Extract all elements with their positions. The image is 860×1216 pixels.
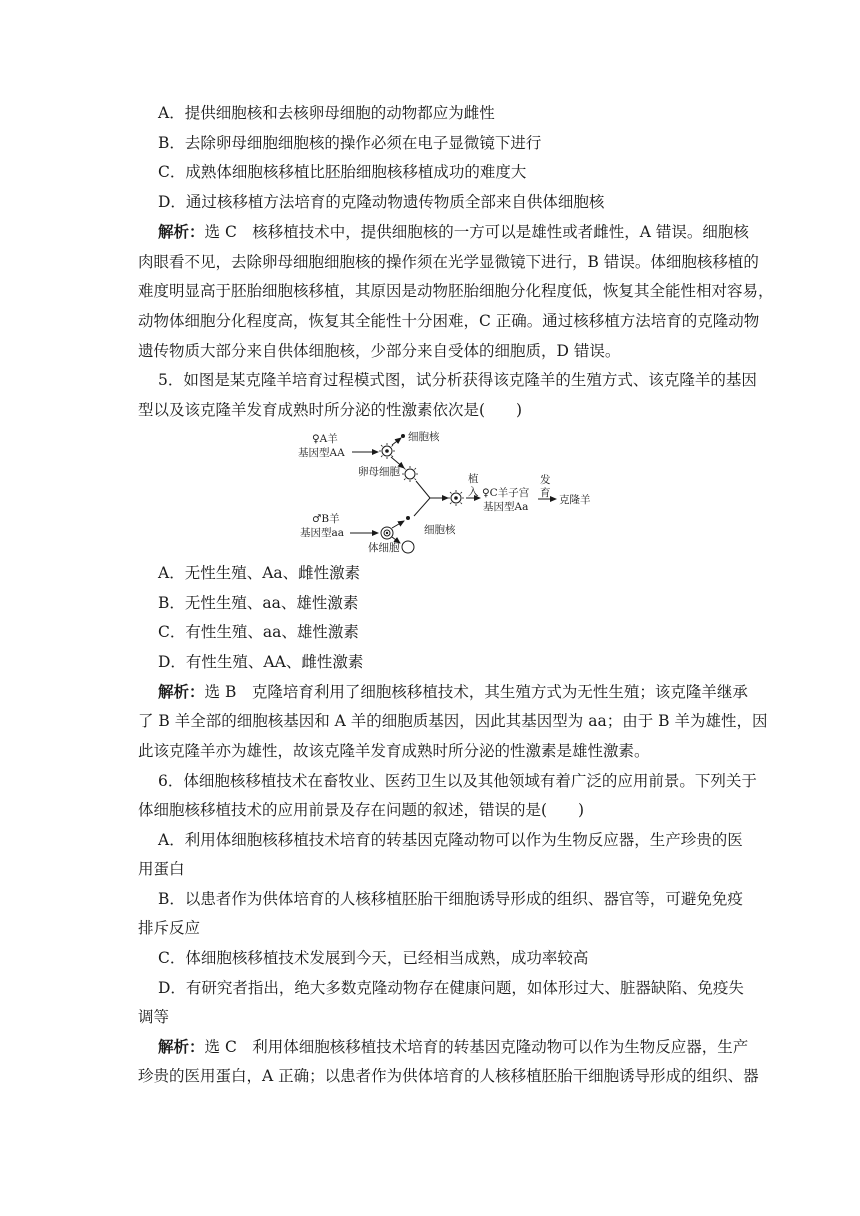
q6-option-d-cont: 调等 (138, 1008, 170, 1026)
enucleated-oocyte-icon (402, 466, 418, 482)
female-a-label: ♀A羊 (312, 433, 338, 445)
q5-analysis-line-1: 解析：选 B 克隆培育利用了细胞核移植技术，其生殖方式为无性生殖；该克隆羊继承 (158, 682, 748, 701)
analysis-label: 解析： (158, 1037, 205, 1056)
nucleus-bottom-label: 细胞核 (424, 524, 456, 536)
implant-char-1: 植 (468, 473, 479, 485)
q4-option-d: D．通过核移植方法培育的克隆动物遗传物质全部来自供体细胞核 (158, 193, 605, 211)
merge-line-lower (414, 498, 430, 516)
q6-option-b: B．以患者作为供体培育的人核移植胚胎干细胞诱导形成的组织、器官等，可避免免疫 (158, 890, 743, 908)
q5-analysis-line-3: 此该克隆羊亦为雄性，故该克隆羊发育成熟时所分泌的性激素是雄性激素。 (138, 742, 650, 760)
nucleus-dot-icon (401, 434, 405, 438)
develop-char-1: 发 (540, 474, 551, 486)
oocyte-label: 卵母细胞 (358, 466, 400, 478)
q6-option-a: A．利用体细胞核移植技术培育的转基因克隆动物可以作为生物反应器，生产珍贵的医 (158, 831, 743, 849)
genotype-AA-label: 基因型AA (298, 447, 345, 459)
oocyte-icon (379, 443, 395, 459)
nucleus-top-label: 细胞核 (408, 431, 440, 443)
genotype-Aa-label: 基因型Aa (483, 501, 529, 513)
q5-option-c: C．有性生殖、aa、雄性激素 (158, 623, 359, 641)
implant-char-2: 入 (468, 486, 479, 498)
q4-analysis-line-5: 遗传物质大部分来自供体细胞核，少部分来自受体的细胞质，D 错误。 (138, 342, 621, 360)
clone-sheep-label: 克隆羊 (559, 494, 591, 506)
male-b-label: ♂B羊 (312, 513, 340, 525)
analysis-label: 解析： (158, 222, 205, 241)
q4-analysis-line-3: 难度明显高于胚胎细胞核移植，其原因是动物胚胎细胞分化程度低，恢复其全能性相对容易， (138, 282, 774, 300)
q6-analysis-line-2: 珍贵的医用蛋白，A 正确；以患者作为供体培育的人核移植胚胎干细胞诱导形成的组织、器 (138, 1067, 759, 1085)
q5-stem-line-2: 型以及该克隆羊发育成熟时所分泌的性激素依次是( ) (138, 401, 523, 419)
reconstructed-cell-icon (448, 490, 464, 506)
q4-analysis-line-2: 肉眼看不见，去除卵母细胞细胞核的操作须在光学显微镜下进行，B 错误。体细胞核移植的 (138, 253, 759, 271)
merge-line-upper (416, 481, 430, 498)
q5-option-b: B．无性生殖、aa、雄性激素 (158, 594, 359, 612)
q4-option-c: C．成熟体细胞核移植比胚胎细胞核移植成功的难度大 (158, 163, 527, 181)
somatic-cell-label: 体细胞 (368, 542, 400, 554)
q4-option-a: A．提供细胞核和去核卵母细胞的动物都应为雌性 (158, 104, 495, 122)
q5-stem-line-1: 5．如图是某克隆羊培育过程模式图，试分析获得该克隆羊的生殖方式、该克隆羊的基因 (158, 371, 757, 389)
genotype-aa-label: 基因型aa (300, 527, 345, 539)
donor-nucleus-icon (406, 516, 410, 520)
q6-option-a-cont: 用蛋白 (138, 860, 185, 878)
arrow-to-nucleus-bottom (392, 521, 404, 528)
q5-analysis-line-2: 了 B 羊全部的细胞核基因和 A 羊的细胞质基因，因此其基因型为 aa；由于 B 羊为雄性，因 (138, 712, 768, 730)
q6-analysis-line-1: 解析：选 C 利用体细胞核移植技术培育的转基因克隆动物可以作为生物反应器，生产 (158, 1037, 749, 1056)
empty-cell-icon (402, 541, 414, 553)
q6-option-c: C．体细胞核移植技术发展到今天，已经相当成熟，成功率较高 (158, 949, 589, 967)
q6-stem-line-1: 6．体细胞核移植技术在畜牧业、医药卫生以及其他领域有着广泛的应用前景。下列关于 (158, 772, 757, 790)
female-c-uterus-label: ♀C羊子宫 (482, 487, 530, 499)
q6-stem-line-2: 体细胞核移植技术的应用前景及存在问题的叙述，错误的是( ) (138, 801, 585, 819)
analysis-label: 解析： (158, 682, 205, 701)
clone-sheep-diagram (290, 426, 630, 556)
q4-analysis-line-1: 解析：选 C 核移植技术中，提供细胞核的一方可以是雄性或者雌性，A 错误。细胞核 (158, 222, 749, 241)
develop-char-2: 育 (540, 487, 551, 499)
q6-option-d: D．有研究者指出，绝大多数克隆动物存在健康问题，如体形过大、脏器缺陷、免疫失 (158, 979, 744, 997)
q5-option-a: A．无性生殖、Aa、雌性激素 (158, 564, 361, 582)
arrow-to-nucleus-top (392, 438, 401, 445)
q4-option-b: B．去除卵母细胞细胞核的操作必须在电子显微镜下进行 (158, 134, 542, 152)
somatic-cell-icon (381, 527, 393, 539)
q6-option-b-cont: 排斥反应 (138, 919, 201, 937)
q4-analysis-line-4: 动物体细胞分化程度高，恢复其全能性十分困难，C 正确。通过核移植方法培育的克隆动物 (138, 312, 760, 330)
q5-option-d: D．有性生殖、AA、雌性激素 (158, 653, 364, 671)
